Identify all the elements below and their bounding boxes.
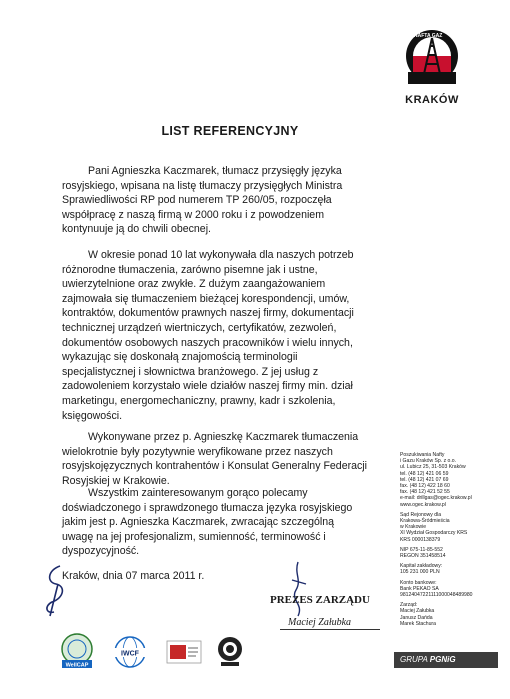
- text-line: jakim jest p. Agnieszka Kaczmarek, zwracając szczególną: [62, 516, 335, 529]
- text-line: różnorodne tłumaczenia, zarówno pisemne jak i ustne,: [62, 263, 318, 276]
- info-line: Zarząd:: [400, 602, 418, 609]
- info-registry: [400, 512, 500, 543]
- text-line: Pani Agnieszka Kaczmarek, tłumacz przysięgły języka: [88, 165, 342, 177]
- text-line: rosyjskiego, wpisana na listę tłumaczy przysięgłych Ministra: [62, 179, 343, 192]
- info-line: XI Wydział Gospodarczy KRS: [400, 530, 468, 537]
- info-line: fax. (48 12) 421 52 55: [400, 489, 450, 496]
- info-bank: [400, 580, 500, 599]
- text-line: kontynuuje ją do chwili obecnej.: [62, 223, 211, 236]
- text-line: współpracę z naszą firmą w 2000 roku i z powodzeniem: [62, 208, 325, 221]
- text-line: Rosyjskiej w Krakowie.: [62, 474, 170, 487]
- signature-role: PREZES ZARZĄDU: [270, 594, 370, 606]
- logo-city: KRAKÓW: [405, 94, 459, 106]
- info-capital: [400, 563, 500, 575]
- info-line: 105 231 000 PLN: [400, 569, 440, 576]
- grupa-prefix: GRUPA: [400, 655, 428, 664]
- grupa-pgnig-banner: [394, 652, 498, 668]
- signature-name: Maciej Załubka: [288, 617, 352, 628]
- certification-seal-icon: [215, 634, 245, 668]
- wellcap-label: WellCAP: [65, 662, 89, 669]
- text-line: Sprawiedliwości RP pod numerem TP 260/05, rozpoczęła: [62, 194, 332, 207]
- text-line: specjalistycznej i słownictwa branżowego. Z jej usług z: [62, 365, 319, 378]
- info-line: tel. (48 12) 421 06 59: [400, 470, 449, 477]
- info-board: [400, 602, 500, 627]
- text-line: wielokrotnie były pozytywnie weryfikowane przez naszych: [62, 445, 333, 458]
- info-line: Konto bankowe:: [400, 579, 437, 586]
- text-line: technicznej urządzeń wiertniczych, certyfikatów, zezwoleń,: [62, 321, 337, 334]
- info-line: ul. Lubicz 25, 31-503 Kraków: [400, 464, 466, 471]
- text-line: W okresie ponad 10 lat wykonywała dla naszych potrzeb: [88, 249, 354, 261]
- info-line: Kapitał zakładowy:: [400, 563, 443, 570]
- iwcf-logo-icon: [110, 634, 150, 670]
- info-line: fax. (48 12) 422 18 60: [400, 483, 450, 490]
- text-line: uwierzytelnione oraz zwykłe. Z dużym zaangażowaniem: [62, 278, 326, 291]
- info-line: KRS 0000138379: [400, 536, 441, 543]
- paragraph-2: [62, 248, 392, 423]
- paragraph-4: [62, 486, 392, 559]
- logo-text: NAFTA GAZ: [414, 33, 443, 39]
- text-line: wykazując się doskonałą znajomością terminologii: [62, 351, 298, 364]
- text-line: kontraktów, dokumentów prawnych naszej firmy, dokumentacji: [62, 307, 354, 320]
- paragraph-1: [62, 164, 392, 237]
- text-line: marketingu, energomechaniczny, prawny, kadr i szkolenia,: [62, 394, 336, 407]
- text-line: Wszystkim zainteresowanym gorąco polecamy: [88, 487, 308, 499]
- text-line: rosyjskojęzycznych kontrahentów i Konsulat Generalny Federacji: [62, 460, 368, 473]
- text-line: Wykonywane przez p. Agnieszkę Kaczmarek tłumaczenia: [88, 431, 359, 443]
- signature-line: [280, 629, 380, 630]
- document-title: LIST REFERENCYJNY: [161, 124, 299, 138]
- text-line: dyspozycyjność.: [62, 545, 140, 558]
- signature-scribble: [284, 560, 314, 624]
- info-line: Bank PEKAO SA: [400, 585, 439, 592]
- info-line: 98124047221111000048489980: [400, 592, 473, 599]
- info-line: REGON 351458514: [400, 553, 446, 560]
- company-info-sidebar: [400, 452, 500, 631]
- text-line: doświadczonego i sprawdzonego tłumacza języka rosyjskiego: [62, 501, 353, 514]
- text-line: uwagę na jej profesjonalizm, sumienność, terminowość i: [62, 530, 326, 543]
- text-line: zajmowała się tłumaczeniem bieżącej korespondencji, umów,: [62, 292, 350, 305]
- company-logo: [404, 28, 460, 88]
- info-line: Krakowa-Śródmieścia: [400, 518, 450, 525]
- info-line: w Krakowie: [400, 524, 427, 531]
- info-tax: [400, 547, 500, 559]
- handwritten-mark: [40, 562, 74, 618]
- paragraph-3: [62, 430, 392, 488]
- info-line: tel. (48 12) 421 07 69: [400, 476, 449, 483]
- info-line: i Gazu Kraków Sp. z o.o.: [400, 458, 457, 465]
- iwcf-label: IWCF: [121, 650, 139, 658]
- info-line: Janusz Dańda: [400, 614, 433, 621]
- info-line: e-mail: drillgas@ogec.krakow.pl: [400, 495, 472, 502]
- info-line: Poszukiwania Nafty: [400, 452, 445, 458]
- place-date: Kraków, dnia 07 marca 2011 r.: [62, 570, 205, 582]
- certificate-badge-icon: [166, 640, 202, 664]
- text-line: księgowości.: [62, 409, 123, 422]
- info-line: NIP 675-11-85-552: [400, 546, 443, 553]
- info-line: Maciej Załubka: [400, 608, 435, 615]
- info-line: Sąd Rejonowy dla: [400, 511, 442, 518]
- info-line: Marek Stachura: [400, 620, 436, 627]
- wellcap-logo-icon: [58, 632, 96, 670]
- grupa-brand: PGNiG: [429, 655, 456, 664]
- text-line: zadowoleniem korzystało wiele działów naszej firmy min. dział: [62, 380, 353, 393]
- info-line: www.ogec.krakow.pl: [400, 501, 446, 508]
- text-line: dokumentów osobowych naszych pracowników i wielu innych,: [62, 336, 353, 349]
- info-address: [400, 452, 500, 508]
